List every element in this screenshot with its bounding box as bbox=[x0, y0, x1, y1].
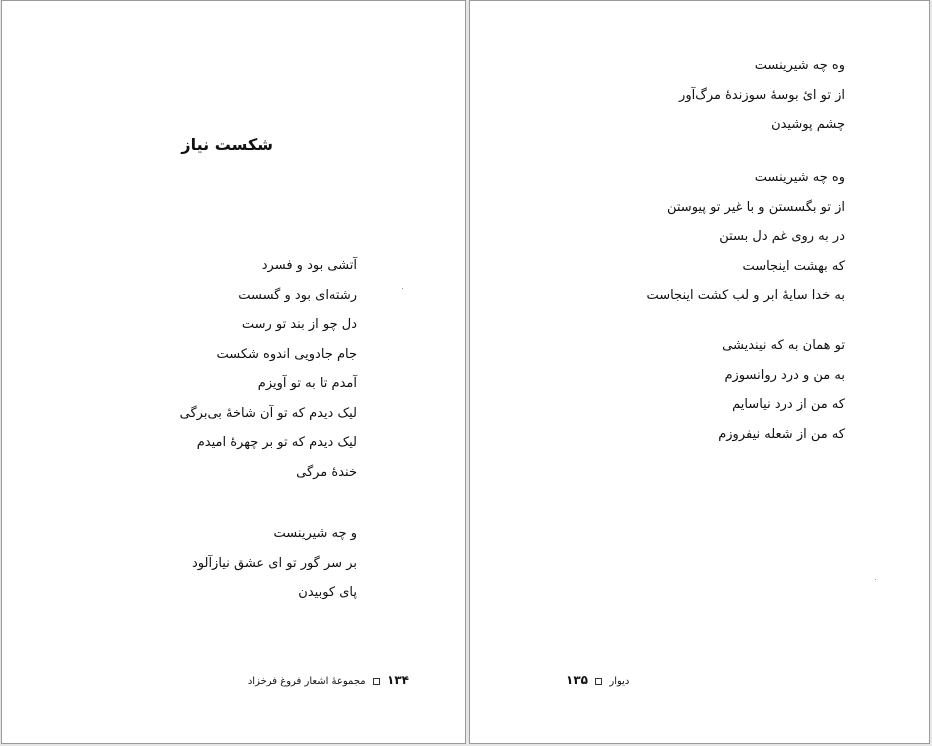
right-page bbox=[469, 0, 930, 744]
page-number: ۱۳۴ bbox=[387, 673, 409, 687]
poem-line: از تو ایٔ بوسهٔ سوزندهٔ مرگ‌آور bbox=[679, 87, 845, 103]
page-number: ۱۳۵ bbox=[566, 673, 588, 687]
stanza bbox=[718, 331, 845, 449]
page-footer bbox=[566, 673, 629, 687]
poem-line: خندهٔ مرگی bbox=[296, 464, 357, 480]
poem-title: شکست نیاز bbox=[181, 135, 273, 154]
poem-line: چشم پوشیدن bbox=[771, 117, 845, 132]
poem-line: به من و درد روانسوزم bbox=[724, 367, 845, 383]
poem-line: که من از درد نیاسایم bbox=[732, 397, 845, 412]
poem-line: که من از شعله نیفروزم bbox=[718, 426, 845, 442]
poem-line: وه چه شیرینست bbox=[754, 170, 845, 185]
stanza bbox=[679, 51, 845, 140]
left-page bbox=[1, 0, 466, 744]
poem-line: بر سر گور تو ای عشق نیازآلود bbox=[191, 555, 357, 571]
page-footer bbox=[248, 673, 409, 687]
poem-line: به خدا سایهٔ ابر و لب کشت اینجاست bbox=[646, 288, 845, 303]
book-title: مجموعهٔ اشعار فروغ فرخزاد bbox=[247, 676, 366, 687]
poem-line: رشته‌ای بود و گسست bbox=[238, 287, 357, 303]
stanza bbox=[646, 163, 845, 311]
stanza bbox=[192, 519, 357, 608]
poem-line: که بهشت اینجاست bbox=[742, 258, 845, 274]
poem-line: تو همان به که نیندیشی bbox=[722, 338, 845, 353]
poem-line: پای کوبیدن bbox=[298, 585, 357, 600]
poem-line: لیک دیدم که تو بر چهرهٔ امیدم bbox=[196, 435, 357, 450]
poem-line: و چه شیرینست bbox=[273, 526, 357, 541]
poem-line: جام جادویی اندوه شکست bbox=[216, 346, 357, 362]
poem-line: وه چه شیرینست bbox=[754, 58, 845, 73]
poem-line: آمدم تا به تو آویزم bbox=[257, 376, 357, 391]
square-separator-icon bbox=[373, 678, 380, 685]
poem-line: دل چو از بند تو رست bbox=[241, 317, 357, 332]
poem-line: از تو بگسستن و با غیر تو پیوستن bbox=[666, 199, 845, 215]
poem-line: لیک دیدم که تو آن شاخهٔ بی‌برگی bbox=[179, 405, 357, 421]
square-separator-icon bbox=[595, 678, 602, 685]
poem-line: در به روی غم دل بستن bbox=[719, 229, 845, 244]
section-title: دیوار bbox=[609, 676, 630, 687]
stanza bbox=[180, 251, 357, 487]
scan-speck bbox=[402, 288, 403, 289]
scan-speck bbox=[875, 579, 876, 580]
poem-line: آتشی بود و فسرد bbox=[261, 258, 357, 273]
